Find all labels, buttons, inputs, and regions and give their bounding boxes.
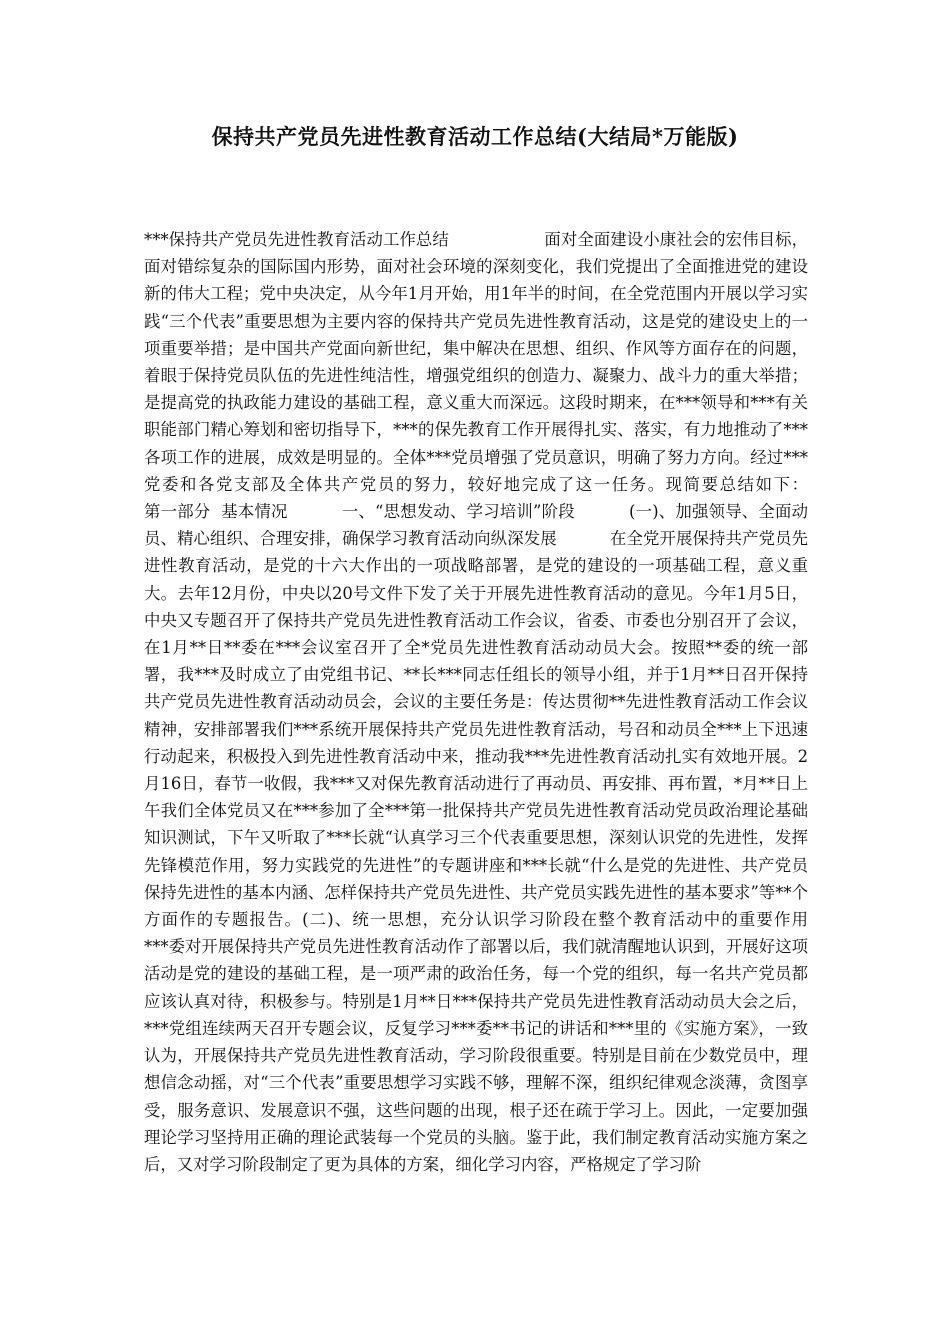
- document-body: ***保持共产党员先进性教育活动工作总结 面对全面建设小康社会的宏伟目标，面对错综复杂的国际国内形势，面对社会环境的深刻变化，我们党提出了全面推进党的建设新的伟大工程；党中央决定，从今年1月开始，用1年半的时间，在全党范围内开展以学习实践“三个代表”重要思想为主要内容的保持共产党员先进性教育活动，这是党的建设史上的一项重要举措；是中国共产党面向新世纪，集中解决在思想、组织、作风等方面存在的问题，着眼于保持党员队伍的先进性纯洁性，增强党组织的创造力、凝聚力、战斗力的重大举措；是提高党的执政能力建设的基础工程，意义重大而深远。这段时期来，在***领导和***有关职能部门精心筹划和密切指导下，***的保先教育工作开展得扎实、落实，有力地推动了***各项工作的进展，成效是明显的。全体***党员增强了党员意识，明确了努力方向。经过***党委和各党支部及全体共产党员的努力，较好地完成了这一任务。现简要总结如下： 第一部分 基本情况 一、“思想发动、学习培训”阶段 (一)、加强领导、全面动员、精心组织、合理安排，确保学习教育活动向纵深发展 在全党开展保持共产党员先进性教育活动，是党的十六大作出的一项战略部署，是党的建设的一项基础工程，意义重大。去年12月份，中央以20号文件下发了关于开展先进性教育活动的意见。今年1月5日，中央又专题召开了保持共产党员先进性教育活动工作会议，省委、市委也分别召开了会议，在1月**日**委在***会议室召开了全*党员先进性教育活动动员大会。按照**委的统一部署，我***及时成立了由党组书记、**长***同志任组长的领导小组，并于1月**日召开保持共产党员先进性教育活动动员会，会议的主要任务是：传达贯彻**先进性教育活动工作会议精神，安排部署我们***系统开展保持共产党员先进性教育活动，号召和动员全***上下迅速行动起来，积极投入到先进性教育活动中来，推动我***先进性教育活动扎实有效地开展。2月16日，春节一收假，我***又对保先教育活动进行了再动员、再安排、再布置，*月**日上午我们全体党员又在***参加了全***第一批保持共产党员先进性教育活动党员政治理论基础知识测试，下午又听取了***长就“认真学习三个代表重要思想，深刻认识党的先进性，发挥先锋模范作用，努力实践党的先进性”的专题讲座和***长就“什么是党的先进性、共产党员保持先进性的基本内涵、怎样保持共产党员先进性、共产党员实践先进性的基本要求”等**个方面作的专题报告。(二)、统一思想，充分认识学习阶段在整个教育活动中的重要作用 ***委对开展保持共产党员先进性教育活动作了部署以后，我们就清醒地认识到，开展好这项活动是党的建设的基础工程，是一项严肃的政治任务，每一个党的组织，每一名共产党员都应该认真对待，积极参与。特别是1月**日***保持共产党员先进性教育活动动员大会之后，***党组连续两天召开专题会议，反复学习***委**书记的讲话和***里的《实施方案》，一致认为，开展保持共产党员先进性教育活动，学习阶段很重要。特别是目前在少数党员中，理想信念动摇，对“三个代表”重要思想学习实践不够，理解不深，组织纪律观念淡薄，贪图享受，服务意识、发展意识不强，这些问题的出现，根子还在疏于学习上。因此，一定要加强理论学习坚持用正确的理论武装每一个党员的头脑。鉴于此，我们制定教育活动实施方案之后，又对学习阶段制定了更为具体的方案，细化学习内容，严格规定了学习阶: [144, 230, 861, 1174]
- document-title: 保持共产党员先进性教育活动工作总结(大结局*万能版): [211, 124, 739, 149]
